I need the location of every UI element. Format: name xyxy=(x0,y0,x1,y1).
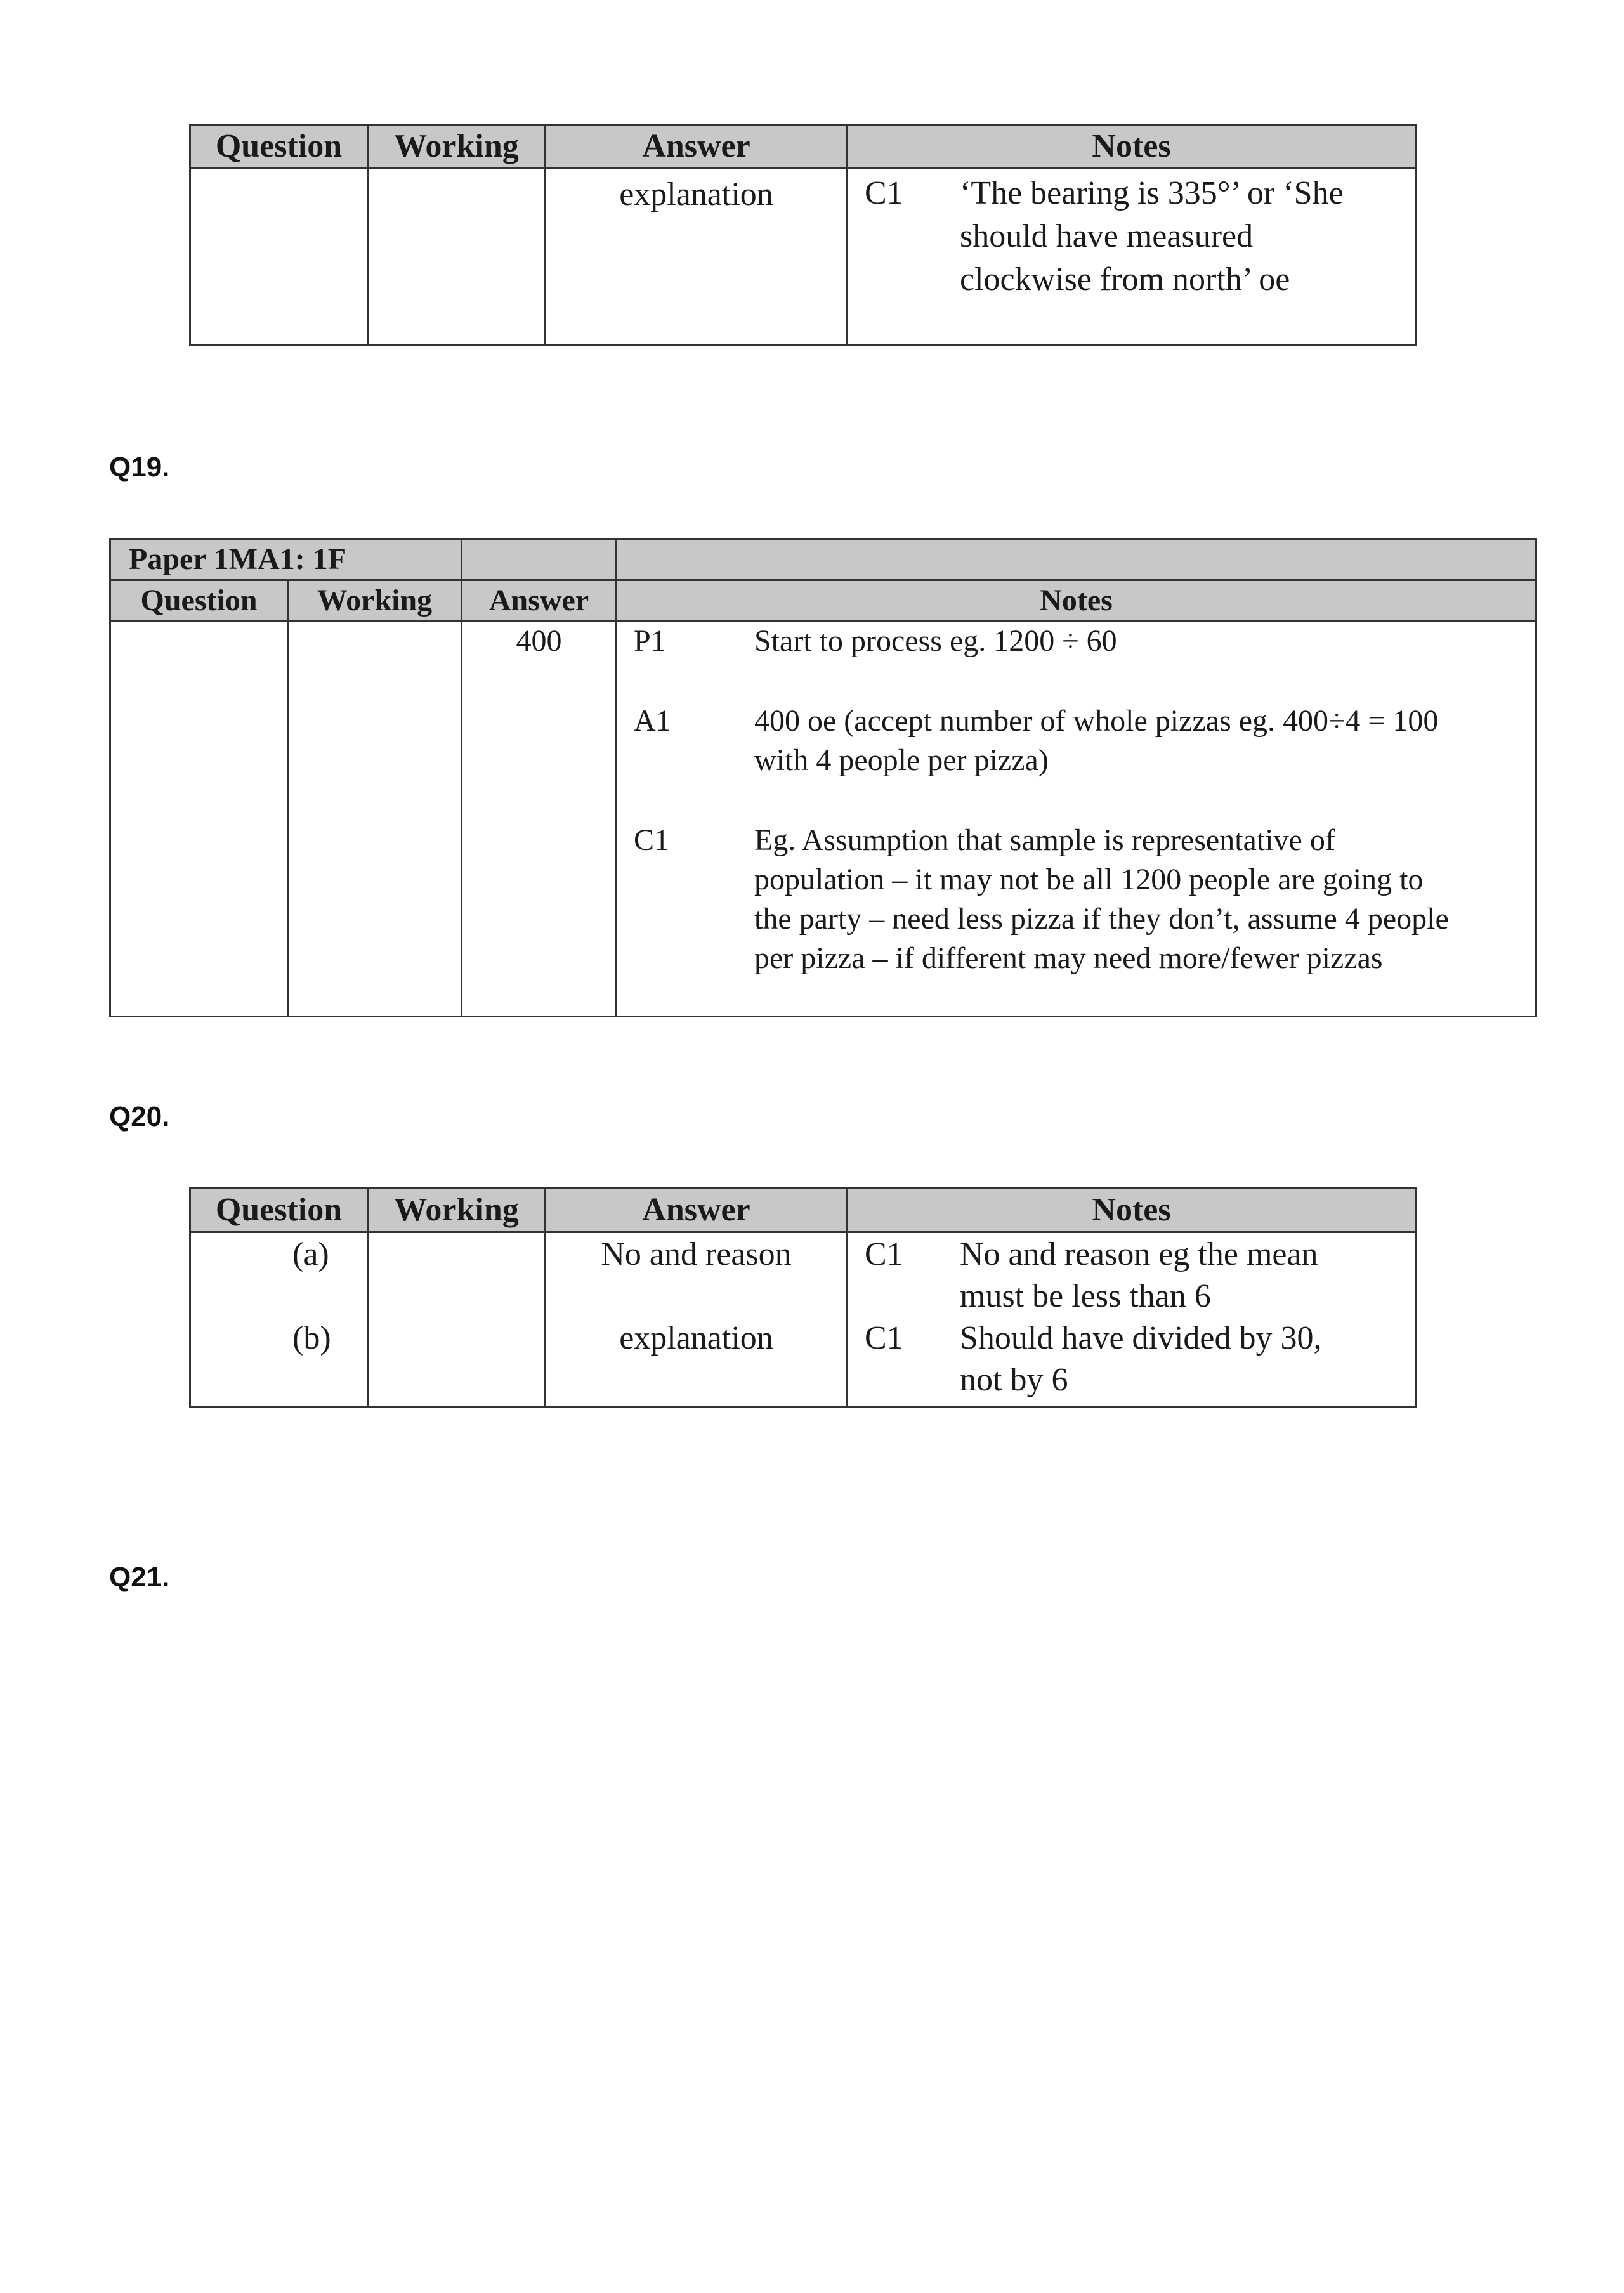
notes-line: 400 oe (accept number of whole pizzas eg. 400÷4 = 100 xyxy=(754,704,1439,738)
working-cell xyxy=(288,622,462,1017)
header-notes: Notes xyxy=(848,1189,1416,1232)
question-label-q20: Q20. xyxy=(109,1101,170,1132)
mark-code: C1 xyxy=(865,175,903,211)
header-answer: Answer xyxy=(546,125,848,169)
notes-line: must be less than 6 xyxy=(960,1278,1211,1314)
answer-cell xyxy=(546,169,848,346)
notes-line: per pizza – if different may need more/fewer pizzas xyxy=(754,941,1383,975)
header-question: Question xyxy=(110,580,288,622)
header-working: Working xyxy=(368,1189,546,1232)
mark-code: P1 xyxy=(634,624,666,658)
question-cell xyxy=(190,169,368,346)
markscheme-table-q19 xyxy=(109,538,1537,1017)
header-question: Question xyxy=(190,1189,368,1232)
notes-line: No and reason eg the mean xyxy=(960,1236,1318,1272)
notes-line: ‘The bearing is 335°’ or ‘She xyxy=(960,175,1344,211)
notes-line: not by 6 xyxy=(960,1362,1068,1398)
working-cell xyxy=(368,1232,546,1407)
mark-code: C1 xyxy=(865,1320,903,1356)
answer-text: explanation xyxy=(619,176,773,212)
notes-line: clockwise from north’ oe xyxy=(960,261,1290,297)
header-blank xyxy=(462,539,617,580)
mark-code: C1 xyxy=(865,1236,903,1272)
answer-cell xyxy=(462,622,617,1017)
question-label-q19: Q19. xyxy=(109,452,170,483)
answer-text: explanation xyxy=(619,1320,773,1356)
paper-title: Paper 1MA1: 1F xyxy=(110,539,462,580)
mark-code: C1 xyxy=(634,823,670,857)
notes-cell xyxy=(617,622,1536,1017)
question-part: (b) xyxy=(292,1320,331,1356)
header-notes: Notes xyxy=(848,125,1416,169)
working-cell xyxy=(368,169,546,346)
markscheme-table-prev xyxy=(189,124,1417,346)
notes-line: Eg. Assumption that sample is representative of xyxy=(754,823,1335,857)
notes-line: Should have divided by 30, xyxy=(960,1320,1322,1356)
notes-line: with 4 people per pizza) xyxy=(754,743,1049,777)
question-cell xyxy=(190,1232,368,1407)
notes-cell xyxy=(848,169,1416,346)
header-answer: Answer xyxy=(462,580,617,622)
notes-line: population – it may not be all 1200 people are going to xyxy=(754,863,1424,896)
answer-text: 400 xyxy=(516,624,562,658)
header-notes: Notes xyxy=(617,580,1536,622)
mark-code: A1 xyxy=(634,704,671,738)
question-part: (a) xyxy=(292,1236,329,1272)
answer-text: No and reason xyxy=(601,1236,792,1272)
header-working: Working xyxy=(288,580,462,622)
notes-line: Start to process eg. 1200 ÷ 60 xyxy=(754,624,1117,658)
header-blank xyxy=(617,539,1536,580)
notes-cell xyxy=(848,1232,1416,1407)
notes-line: the party – need less pizza if they don’t, assume 4 people xyxy=(754,902,1449,936)
notes-line: should have measured xyxy=(960,218,1254,254)
answer-cell xyxy=(546,1232,848,1407)
header-working: Working xyxy=(368,125,546,169)
markscheme-table-q20 xyxy=(189,1187,1417,1408)
question-cell xyxy=(110,622,288,1017)
header-question: Question xyxy=(190,125,368,169)
question-label-q21: Q21. xyxy=(109,1562,170,1593)
header-answer: Answer xyxy=(546,1189,848,1232)
